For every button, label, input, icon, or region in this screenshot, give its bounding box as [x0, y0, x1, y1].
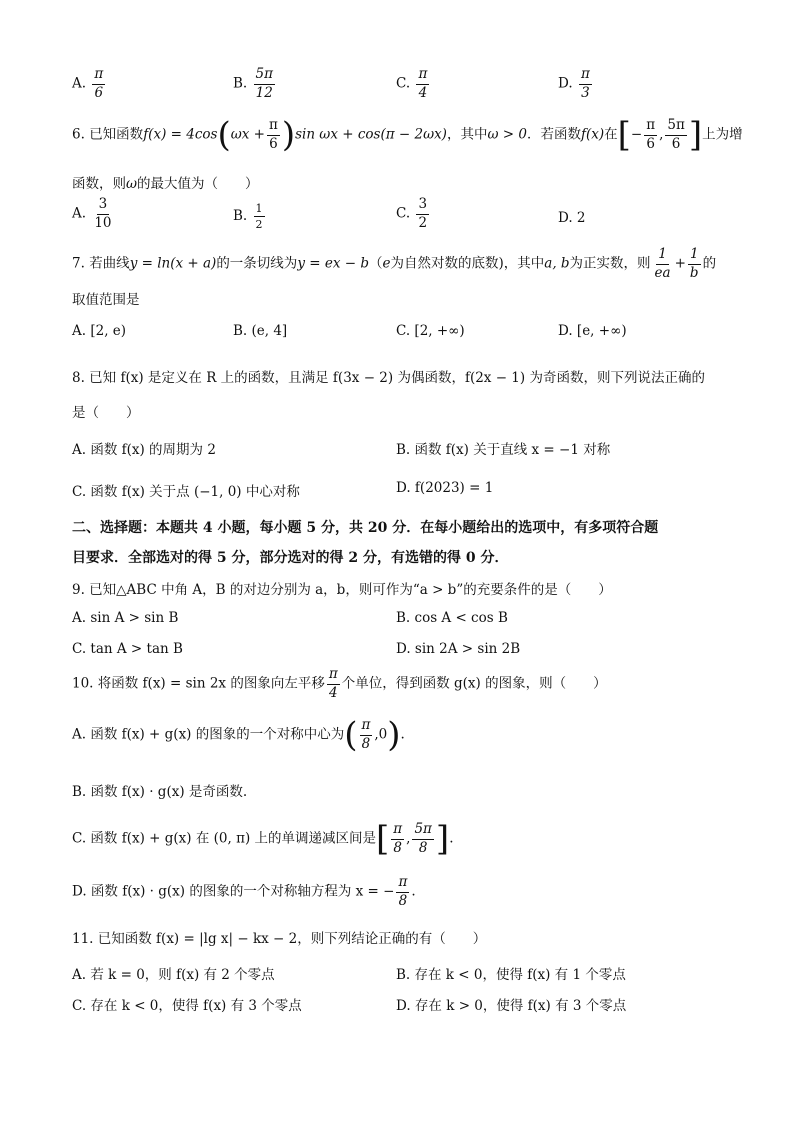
q11-option-a: A. 若 k = 0，则 f(x) 有 2 个零点: [72, 967, 275, 983]
fraction: $\frac{5\pi}{8}$: [414, 821, 432, 856]
q11-stem: 11. 已知函数 f(x) = |lg x| − kx − 2，则下列结论正确的有（ ）: [72, 931, 487, 947]
fraction: $\frac{\pi}{6}$: [268, 117, 278, 152]
option-label: A.: [72, 75, 87, 92]
q5-option-c: [396, 68, 431, 100]
q9-option-a: A. sin A > sin B: [72, 610, 179, 626]
q11-option-d: D. 存在 k > 0，使得 f(x) 有 3 个零点: [396, 998, 627, 1014]
q7-stem-line2: 取值范围是: [72, 292, 140, 308]
q5-option-b: [233, 68, 277, 100]
q9-option-b: B. cos A < cos B: [396, 610, 508, 626]
fraction: $\frac{\pi}{4}$: [328, 666, 338, 701]
fraction: $\frac{\pi}{4}$: [418, 66, 428, 101]
fraction: $\frac{5\pi}{6}$: [667, 117, 685, 152]
fraction: $\frac{5\pi}{12}$: [255, 66, 273, 101]
q10-stem: 10. 将函数 f(x) = sin 2x 的图象向左平移 $\frac{\pi}{4}$ 个单位，得到函数 g(x) 的图象，则（ ）: [72, 666, 607, 701]
fraction: $\frac{\pi}{8}$: [361, 717, 371, 752]
q7-option-c: C. [2, +∞): [396, 323, 465, 339]
q8-option-c: C. 函数 f(x) 关于点 (−1, 0) 中心对称: [72, 484, 300, 500]
q8-stem-line1: 8. 已知 f(x) 是定义在 R 上的函数，且满足 f(3x − 2) 为偶函数，f(2x − 1) 为奇函数，则下列说法正确的: [72, 370, 705, 386]
q7-stem-line1: 7. 若曲线y = ln(x + a)的一条切线为y = ex − b（e为自然对数的底数)，其中a, b为正实数，则 $\frac{1}{ea}$ + $\frac{1}{b}$ 的: [72, 246, 717, 281]
q10-option-c: C. 函数 f(x) + g(x) 在 (0, π) 上的单调递减区间是[ $\frac{\pi}{8}$ , $\frac{5\pi}{8}$ ].: [72, 819, 454, 859]
fraction: $\frac{\pi}{8}$: [393, 821, 403, 856]
fraction: $\frac{\pi}{8}$: [398, 874, 408, 909]
q6-stem-line1: 6. 已知函数f(x) = 4cos(ωx + $\frac{\pi}{6}$ )sin ωx + cos(π − 2ωx)，其中ω > 0．若函数f(x)在[− $\frac{\pi}{6}$ , $\frac{5\pi}{6}$ ]上为增: [72, 115, 743, 155]
q9-stem: 9. 已知△ABC 中角 A，B 的对边分别为 a，b，则可作为“a > b”的充要条件的是（ ）: [72, 582, 612, 598]
option-label: C.: [396, 75, 411, 92]
option-label: B.: [233, 75, 248, 92]
q7-option-d: D. [e, +∞): [558, 323, 627, 339]
q5-option-d: [558, 68, 594, 100]
fraction: $\frac{1}{b}$: [689, 246, 699, 281]
q5-option-a: [72, 68, 107, 100]
fraction: $\frac{\pi}{3}$: [580, 66, 590, 101]
q6-stem-line2: 函数，则ω的最大值为（ ）: [72, 176, 259, 192]
q7-option-a: A. [2, e): [72, 323, 127, 339]
option-label: D.: [558, 75, 573, 92]
fraction: $\frac{\pi}{6}$: [646, 117, 656, 152]
q6-option-c: C. $\frac{3}{2}$: [396, 196, 428, 231]
q11-option-c: C. 存在 k < 0，使得 f(x) 有 3 个零点: [72, 998, 302, 1014]
fraction: $\frac{3}{10}$: [94, 196, 112, 231]
q10-option-a: A. 函数 f(x) + g(x) 的图象的一个对称中心为( $\frac{\pi}{8}$ ,0).: [72, 715, 405, 755]
q8-option-d: D. f(2023) = 1: [396, 480, 494, 496]
q10-option-d: D. 函数 f(x) · g(x) 的图象的一个对称轴方程为 x = − $\frac{\pi}{8}$ .: [72, 874, 416, 909]
q9-option-c: C. tan A > tan B: [72, 641, 183, 657]
q8-option-a: A. 函数 f(x) 的周期为 2: [72, 442, 216, 458]
fraction: $\frac{\pi}{6}$: [94, 66, 104, 101]
q11-option-b: B. 存在 k < 0，使得 f(x) 有 1 个零点: [396, 967, 626, 983]
q6-option-b: B. $\frac{1}{2}$: [233, 202, 263, 231]
fraction: $\frac{1}{2}$: [255, 202, 263, 231]
q7-option-b: B. (e, 4]: [233, 323, 288, 339]
section-2-heading-line1: 二、选择题：本题共 4 小题，每小题 5 分，共 20 分．在每小题给出的选项中，有多项符合题: [72, 520, 659, 536]
q8-stem-line2: 是（ ）: [72, 405, 140, 421]
q8-option-b: B. 函数 f(x) 关于直线 x = −1 对称: [396, 442, 611, 458]
fraction: $\frac{3}{2}$: [418, 196, 428, 231]
section-2-heading-line2: 目要求．全部选对的得 5 分，部分选对的得 2 分，有选错的得 0 分．: [72, 550, 509, 566]
q6-option-a: A. $\frac{3}{10}$: [72, 196, 112, 231]
q9-option-d: D. sin 2A > sin 2B: [396, 641, 521, 657]
q6-option-d: D. 2: [558, 210, 586, 226]
fraction: $\frac{1}{ea}$: [654, 246, 671, 281]
q10-option-b: B. 函数 f(x) · g(x) 是奇函数.: [72, 784, 248, 800]
